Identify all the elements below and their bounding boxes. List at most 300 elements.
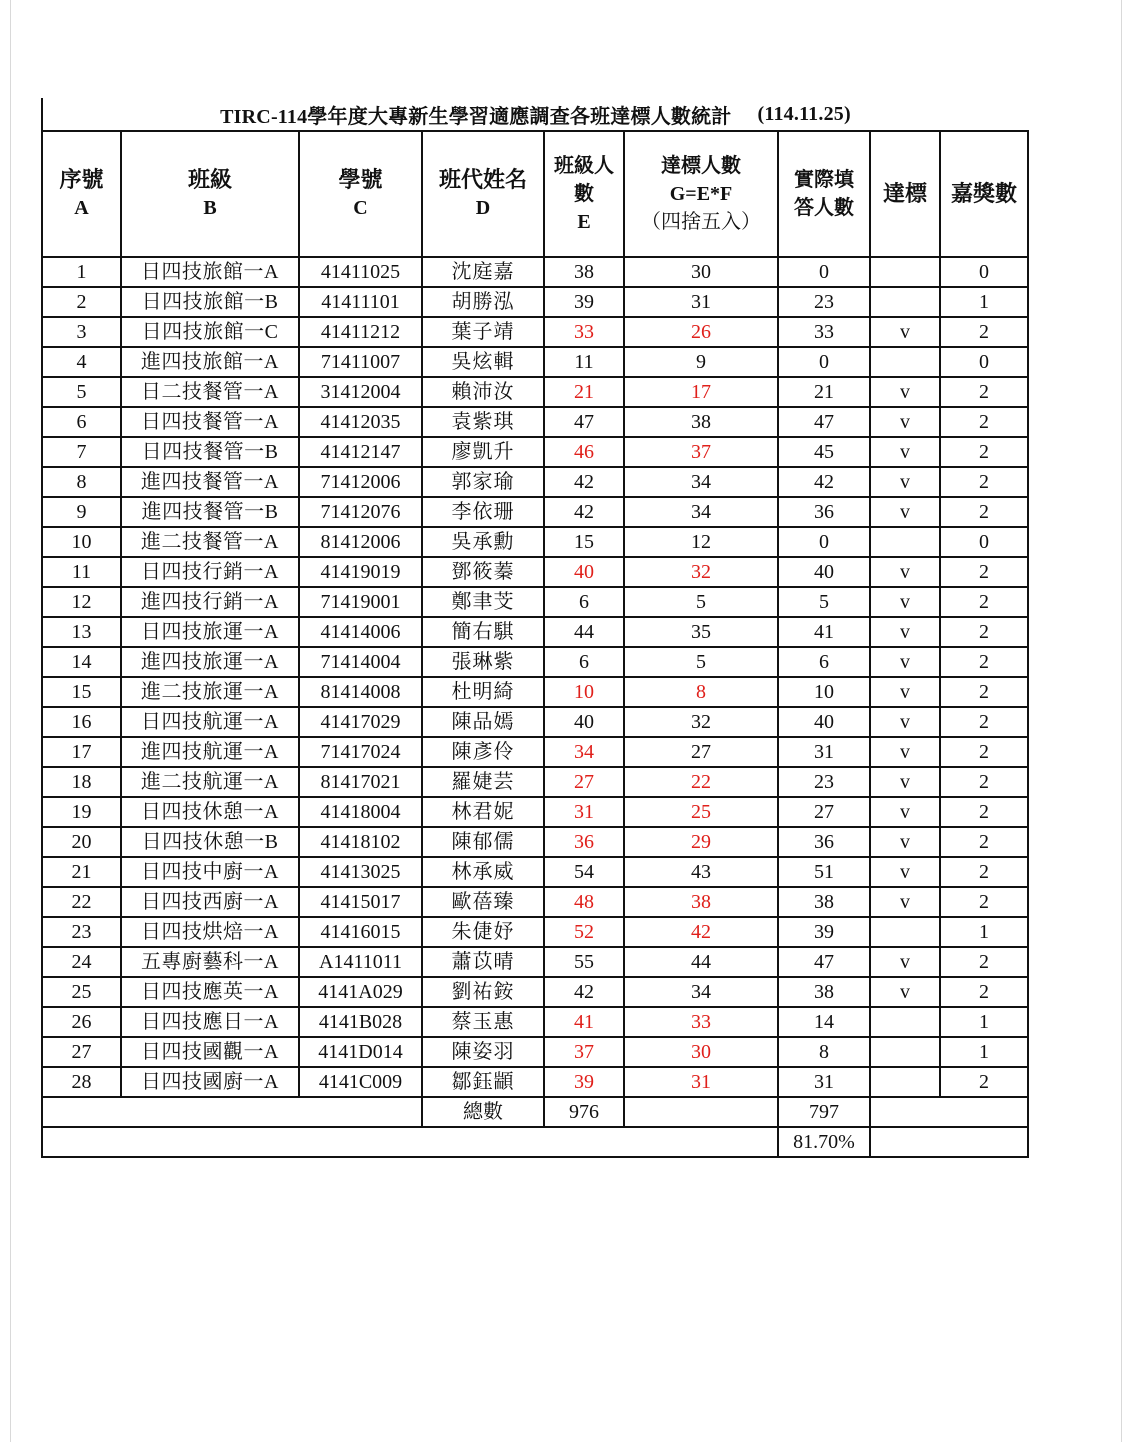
- cell-class: 日四技餐管一B: [121, 437, 299, 467]
- cell-reward: 2: [940, 317, 1028, 347]
- cell-seq: 7: [42, 437, 121, 467]
- cell-met: v: [870, 587, 940, 617]
- cell-class-size: 42: [544, 977, 624, 1007]
- cell-seq: 18: [42, 767, 121, 797]
- cell-class-size: 38: [544, 257, 624, 287]
- cell-actual: 38: [778, 887, 870, 917]
- cell-student-id: 41413025: [299, 857, 422, 887]
- cell-class-size: 37: [544, 1037, 624, 1067]
- cell-student-id: 4141B028: [299, 1007, 422, 1037]
- cell-student-id: 81417021: [299, 767, 422, 797]
- cell-student-id: 81414008: [299, 677, 422, 707]
- cell-class: 日四技應英一A: [121, 977, 299, 1007]
- cell-actual: 23: [778, 767, 870, 797]
- cell-reward: 1: [940, 1007, 1028, 1037]
- totals-target-blank: [624, 1097, 778, 1127]
- cell-met: [870, 287, 940, 317]
- cell-seq: 12: [42, 587, 121, 617]
- table-row: [42, 707, 1028, 737]
- cell-student-id: 41414006: [299, 617, 422, 647]
- table-row: [42, 287, 1028, 317]
- cell-met: v: [870, 437, 940, 467]
- cell-met: [870, 917, 940, 947]
- header-rep-name: 班代姓名 D: [422, 131, 544, 257]
- cell-student-id: 41415017: [299, 887, 422, 917]
- cell-class-size: 55: [544, 947, 624, 977]
- cell-class-size: 34: [544, 737, 624, 767]
- cell-reward: 0: [940, 527, 1028, 557]
- cell-target: 35: [624, 617, 778, 647]
- cell-reward: 1: [940, 287, 1028, 317]
- cell-seq: 3: [42, 317, 121, 347]
- cell-class-size: 39: [544, 1067, 624, 1097]
- cell-rep-name: 袁紫琪: [422, 407, 544, 437]
- cell-met: [870, 1067, 940, 1097]
- totals-actual: 797: [778, 1097, 870, 1127]
- cell-rep-name: 吳承勳: [422, 527, 544, 557]
- cell-student-id: 71419001: [299, 587, 422, 617]
- cell-seq: 15: [42, 677, 121, 707]
- cell-class: 日四技烘焙一A: [121, 917, 299, 947]
- cell-target: 30: [624, 257, 778, 287]
- cell-class-size: 54: [544, 857, 624, 887]
- cell-student-id: 4141A029: [299, 977, 422, 1007]
- cell-student-id: 41418102: [299, 827, 422, 857]
- cell-class: 進四技航運一A: [121, 737, 299, 767]
- cell-seq: 27: [42, 1037, 121, 1067]
- cell-actual: 5: [778, 587, 870, 617]
- table-row: [42, 887, 1028, 917]
- cell-target: 38: [624, 407, 778, 437]
- cell-met: v: [870, 857, 940, 887]
- table-row: [42, 767, 1028, 797]
- header-student-id: 學號 C: [299, 131, 422, 257]
- cell-rep-name: 胡勝泓: [422, 287, 544, 317]
- cell-class-size: 27: [544, 767, 624, 797]
- cell-student-id: 41411101: [299, 287, 422, 317]
- cell-met: [870, 257, 940, 287]
- cell-actual: 40: [778, 557, 870, 587]
- cell-reward: 0: [940, 347, 1028, 377]
- cell-student-id: 71417024: [299, 737, 422, 767]
- cell-reward: 2: [940, 737, 1028, 767]
- cell-actual: 23: [778, 287, 870, 317]
- cell-reward: 1: [940, 1037, 1028, 1067]
- table-row: [42, 257, 1028, 287]
- cell-seq: 16: [42, 707, 121, 737]
- header-met: 達標: [870, 131, 940, 257]
- cell-rep-name: 陳郁儒: [422, 827, 544, 857]
- header-class: 班級 B: [121, 131, 299, 257]
- cell-student-id: 4141D014: [299, 1037, 422, 1067]
- cell-class: 進四技行銷一A: [121, 587, 299, 617]
- cell-actual: 10: [778, 677, 870, 707]
- cell-seq: 28: [42, 1067, 121, 1097]
- table-row: [42, 1067, 1028, 1097]
- cell-actual: 47: [778, 407, 870, 437]
- stats-table: [41, 130, 1029, 1158]
- header-class-size: 班級人 數 E: [544, 131, 624, 257]
- cell-student-id: 41411025: [299, 257, 422, 287]
- cell-met: v: [870, 677, 940, 707]
- cell-class-size: 36: [544, 827, 624, 857]
- header-seq: 序號 A: [42, 131, 121, 257]
- cell-student-id: 41418004: [299, 797, 422, 827]
- cell-actual: 21: [778, 377, 870, 407]
- cell-target: 34: [624, 467, 778, 497]
- cell-target: 31: [624, 287, 778, 317]
- header-actual: 實際填 答人數: [778, 131, 870, 257]
- totals-size: 976: [544, 1097, 624, 1127]
- cell-rep-name: 吳炫輯: [422, 347, 544, 377]
- cell-met: v: [870, 467, 940, 497]
- cell-student-id: 41411212: [299, 317, 422, 347]
- header-reward: 嘉獎數: [940, 131, 1028, 257]
- cell-target: 32: [624, 707, 778, 737]
- cell-met: [870, 527, 940, 557]
- cell-class: 進四技旅館一A: [121, 347, 299, 377]
- cell-met: v: [870, 977, 940, 1007]
- table-row: [42, 527, 1028, 557]
- cell-reward: 2: [940, 407, 1028, 437]
- cell-class: 進二技航運一A: [121, 767, 299, 797]
- cell-target: 12: [624, 527, 778, 557]
- cell-class-size: 10: [544, 677, 624, 707]
- cell-student-id: 41416015: [299, 917, 422, 947]
- cell-class-size: 46: [544, 437, 624, 467]
- cell-class: 日四技休憩一A: [121, 797, 299, 827]
- cell-class-size: 6: [544, 647, 624, 677]
- table-row: [42, 737, 1028, 767]
- cell-class: 日四技國觀一A: [121, 1037, 299, 1067]
- cell-met: v: [870, 617, 940, 647]
- statistics-sheet: [41, 98, 1028, 1158]
- cell-class: 日四技西廚一A: [121, 887, 299, 917]
- cell-class: 五專廚藝科一A: [121, 947, 299, 977]
- cell-class: 日四技休憩一B: [121, 827, 299, 857]
- cell-rep-name: 杜明綺: [422, 677, 544, 707]
- cell-actual: 6: [778, 647, 870, 677]
- cell-class-size: 44: [544, 617, 624, 647]
- cell-class-size: 41: [544, 1007, 624, 1037]
- cell-student-id: 71412076: [299, 497, 422, 527]
- cell-met: v: [870, 707, 940, 737]
- cell-class: 日四技餐管一A: [121, 407, 299, 437]
- cell-rep-name: 歐蓓臻: [422, 887, 544, 917]
- cell-target: 29: [624, 827, 778, 857]
- cell-seq: 19: [42, 797, 121, 827]
- cell-actual: 51: [778, 857, 870, 887]
- cell-student-id: 81412006: [299, 527, 422, 557]
- cell-actual: 38: [778, 977, 870, 1007]
- cell-class: 日四技應日一A: [121, 1007, 299, 1037]
- cell-target: 30: [624, 1037, 778, 1067]
- cell-reward: 2: [940, 827, 1028, 857]
- cell-target: 27: [624, 737, 778, 767]
- cell-actual: 31: [778, 737, 870, 767]
- cell-target: 26: [624, 317, 778, 347]
- cell-reward: 2: [940, 1067, 1028, 1097]
- cell-actual: 0: [778, 527, 870, 557]
- table-row: [42, 947, 1028, 977]
- cell-seq: 23: [42, 917, 121, 947]
- table-row: [42, 467, 1028, 497]
- rate-row: [42, 1127, 1028, 1157]
- cell-class-size: 42: [544, 467, 624, 497]
- cell-rep-name: 蔡玉惠: [422, 1007, 544, 1037]
- cell-target: 17: [624, 377, 778, 407]
- cell-reward: 2: [940, 497, 1028, 527]
- table-row: [42, 617, 1028, 647]
- cell-rep-name: 廖凱升: [422, 437, 544, 467]
- cell-reward: 2: [940, 647, 1028, 677]
- cell-seq: 13: [42, 617, 121, 647]
- cell-met: v: [870, 797, 940, 827]
- cell-actual: 14: [778, 1007, 870, 1037]
- cell-seq: 25: [42, 977, 121, 1007]
- cell-target: 9: [624, 347, 778, 377]
- cell-actual: 39: [778, 917, 870, 947]
- table-row: [42, 647, 1028, 677]
- cell-reward: 0: [940, 257, 1028, 287]
- cell-target: 31: [624, 1067, 778, 1097]
- cell-target: 34: [624, 497, 778, 527]
- cell-target: 42: [624, 917, 778, 947]
- cell-rep-name: 蕭苡晴: [422, 947, 544, 977]
- cell-class-size: 40: [544, 557, 624, 587]
- totals-trailing-blank: [870, 1097, 1028, 1127]
- cell-class-size: 21: [544, 377, 624, 407]
- cell-actual: 31: [778, 1067, 870, 1097]
- cell-student-id: 41412147: [299, 437, 422, 467]
- table-row: [42, 977, 1028, 1007]
- cell-met: v: [870, 317, 940, 347]
- cell-seq: 8: [42, 467, 121, 497]
- cell-seq: 14: [42, 647, 121, 677]
- cell-reward: 2: [940, 767, 1028, 797]
- cell-seq: 2: [42, 287, 121, 317]
- cell-rep-name: 簡右騏: [422, 617, 544, 647]
- cell-target: 22: [624, 767, 778, 797]
- cell-reward: 2: [940, 437, 1028, 467]
- cell-reward: 2: [940, 587, 1028, 617]
- cell-actual: 8: [778, 1037, 870, 1067]
- cell-class: 日四技中廚一A: [121, 857, 299, 887]
- cell-actual: 45: [778, 437, 870, 467]
- cell-reward: 2: [940, 557, 1028, 587]
- cell-seq: 4: [42, 347, 121, 377]
- cell-student-id: 41412035: [299, 407, 422, 437]
- cell-reward: 2: [940, 857, 1028, 887]
- cell-class-size: 52: [544, 917, 624, 947]
- cell-student-id: 71412006: [299, 467, 422, 497]
- cell-reward: 1: [940, 917, 1028, 947]
- cell-class-size: 11: [544, 347, 624, 377]
- cell-actual: 27: [778, 797, 870, 827]
- cell-rep-name: 陳品嫣: [422, 707, 544, 737]
- cell-seq: 20: [42, 827, 121, 857]
- cell-reward: 2: [940, 947, 1028, 977]
- cell-class: 日四技國廚一A: [121, 1067, 299, 1097]
- cell-class: 日四技航運一A: [121, 707, 299, 737]
- cell-class: 進四技旅運一A: [121, 647, 299, 677]
- cell-met: [870, 1007, 940, 1037]
- table-row: [42, 1037, 1028, 1067]
- cell-reward: 2: [940, 707, 1028, 737]
- table-row: [42, 797, 1028, 827]
- cell-seq: 1: [42, 257, 121, 287]
- table-row: [42, 917, 1028, 947]
- table-row: [42, 557, 1028, 587]
- cell-class: 進二技餐管一A: [121, 527, 299, 557]
- cell-rep-name: 林君妮: [422, 797, 544, 827]
- cell-class-size: 48: [544, 887, 624, 917]
- cell-actual: 36: [778, 827, 870, 857]
- cell-student-id: A1411011: [299, 947, 422, 977]
- cell-reward: 2: [940, 977, 1028, 1007]
- cell-target: 5: [624, 647, 778, 677]
- cell-class-size: 31: [544, 797, 624, 827]
- cell-reward: 2: [940, 677, 1028, 707]
- cell-rep-name: 郭家瑜: [422, 467, 544, 497]
- cell-class: 進四技餐管一A: [121, 467, 299, 497]
- cell-class: 進四技餐管一B: [121, 497, 299, 527]
- cell-rep-name: 陳姿羽: [422, 1037, 544, 1067]
- cell-actual: 36: [778, 497, 870, 527]
- cell-seq: 5: [42, 377, 121, 407]
- cell-rep-name: 賴沛汝: [422, 377, 544, 407]
- cell-class: 日二技餐管一A: [121, 377, 299, 407]
- table-row: [42, 437, 1028, 467]
- cell-rep-name: 鄧筱蓁: [422, 557, 544, 587]
- table-row: [42, 587, 1028, 617]
- table-row: [42, 317, 1028, 347]
- cell-student-id: 71414004: [299, 647, 422, 677]
- cell-rep-name: 張琳紫: [422, 647, 544, 677]
- cell-class-size: 6: [544, 587, 624, 617]
- cell-rep-name: 沈庭嘉: [422, 257, 544, 287]
- cell-rep-name: 鄒鈺顓: [422, 1067, 544, 1097]
- table-row: [42, 497, 1028, 527]
- cell-target: 37: [624, 437, 778, 467]
- cell-target: 44: [624, 947, 778, 977]
- table-row: [42, 827, 1028, 857]
- cell-seq: 10: [42, 527, 121, 557]
- cell-target: 8: [624, 677, 778, 707]
- cell-target: 32: [624, 557, 778, 587]
- table-row: [42, 857, 1028, 887]
- cell-student-id: 31412004: [299, 377, 422, 407]
- table-row: [42, 1007, 1028, 1037]
- cell-class: 日四技旅館一C: [121, 317, 299, 347]
- cell-seq: 17: [42, 737, 121, 767]
- cell-reward: 2: [940, 377, 1028, 407]
- cell-rep-name: 劉祐銨: [422, 977, 544, 1007]
- title-date: (114.11.25): [757, 102, 851, 125]
- cell-met: v: [870, 767, 940, 797]
- cell-actual: 33: [778, 317, 870, 347]
- cell-target: 5: [624, 587, 778, 617]
- cell-actual: 41: [778, 617, 870, 647]
- cell-target: 25: [624, 797, 778, 827]
- rate-blank: [42, 1127, 778, 1157]
- cell-class: 日四技旅運一A: [121, 617, 299, 647]
- cell-seq: 22: [42, 887, 121, 917]
- totals-label: 總數: [422, 1097, 544, 1127]
- rate-trailing-blank: [870, 1127, 1028, 1157]
- cell-target: 38: [624, 887, 778, 917]
- table-row: [42, 347, 1028, 377]
- cell-reward: 2: [940, 887, 1028, 917]
- cell-met: [870, 347, 940, 377]
- cell-class: 日四技旅館一A: [121, 257, 299, 287]
- cell-student-id: 41417029: [299, 707, 422, 737]
- cell-reward: 2: [940, 797, 1028, 827]
- cell-target: 34: [624, 977, 778, 1007]
- cell-met: [870, 1037, 940, 1067]
- cell-seq: 21: [42, 857, 121, 887]
- cell-student-id: 71411007: [299, 347, 422, 377]
- cell-target: 43: [624, 857, 778, 887]
- cell-reward: 2: [940, 617, 1028, 647]
- table-row: [42, 677, 1028, 707]
- cell-met: v: [870, 557, 940, 587]
- cell-rep-name: 朱倢妤: [422, 917, 544, 947]
- cell-rep-name: 李依珊: [422, 497, 544, 527]
- cell-met: v: [870, 827, 940, 857]
- cell-seq: 26: [42, 1007, 121, 1037]
- cell-class: 進二技旅運一A: [121, 677, 299, 707]
- cell-class-size: 33: [544, 317, 624, 347]
- cell-seq: 9: [42, 497, 121, 527]
- cell-target: 33: [624, 1007, 778, 1037]
- cell-class-size: 39: [544, 287, 624, 317]
- cell-class-size: 40: [544, 707, 624, 737]
- cell-actual: 40: [778, 707, 870, 737]
- cell-actual: 0: [778, 257, 870, 287]
- cell-reward: 2: [940, 467, 1028, 497]
- cell-rep-name: 林承威: [422, 857, 544, 887]
- cell-student-id: 41419019: [299, 557, 422, 587]
- cell-actual: 47: [778, 947, 870, 977]
- cell-class: 日四技旅館一B: [121, 287, 299, 317]
- cell-rep-name: 羅婕芸: [422, 767, 544, 797]
- cell-met: v: [870, 947, 940, 977]
- totals-blank: [42, 1097, 422, 1127]
- totals-row: [42, 1097, 1028, 1127]
- cell-rep-name: 陳彥伶: [422, 737, 544, 767]
- header-row: [42, 131, 1028, 257]
- cell-met: v: [870, 407, 940, 437]
- table-row: [42, 407, 1028, 437]
- title-main: TIRC-114學年度大專新生學習適應調查各班達標人數統計: [220, 105, 732, 128]
- cell-class-size: 15: [544, 527, 624, 557]
- cell-class-size: 47: [544, 407, 624, 437]
- cell-seq: 6: [42, 407, 121, 437]
- cell-met: v: [870, 497, 940, 527]
- response-rate: 81.70%: [778, 1127, 870, 1157]
- cell-met: v: [870, 647, 940, 677]
- cell-met: v: [870, 887, 940, 917]
- cell-student-id: 4141C009: [299, 1067, 422, 1097]
- cell-rep-name: 葉子靖: [422, 317, 544, 347]
- table-row: [42, 377, 1028, 407]
- cell-actual: 0: [778, 347, 870, 377]
- cell-met: v: [870, 377, 940, 407]
- cell-class-size: 42: [544, 497, 624, 527]
- cell-actual: 42: [778, 467, 870, 497]
- cell-rep-name: 鄭聿芠: [422, 587, 544, 617]
